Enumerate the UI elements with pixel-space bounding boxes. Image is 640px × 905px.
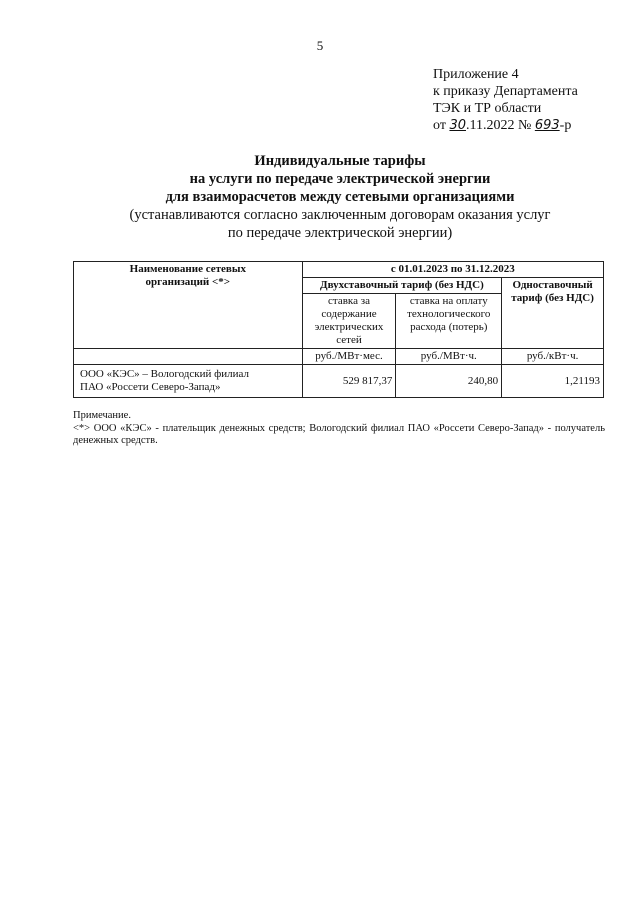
title-line-5: по передаче электрической энергии) (227, 225, 453, 241)
date-prefix: от (433, 118, 446, 133)
units-empty-cell (74, 349, 303, 365)
appendix-line-3: ТЭК и ТР области (433, 101, 542, 116)
table-units-row (74, 349, 604, 365)
maintenance-value: 529 817,37 (302, 365, 396, 398)
org-header-cell (74, 262, 303, 349)
table-row (74, 365, 604, 398)
unit-losses: руб./МВт·ч. (396, 349, 502, 365)
appendix-date-line (433, 117, 578, 134)
unit-maintenance: руб./МВт·мес. (302, 349, 396, 365)
appendix-line-1: Приложение 4 (433, 67, 519, 82)
notes-block (73, 410, 605, 448)
document-title (60, 152, 620, 242)
org-header: Наименование сетевых организаций <*> (129, 263, 246, 288)
one-rate-header: Одноставочный тариф (без НДС) (502, 278, 604, 349)
notes-text: <*> ООО «КЭС» - плательщик денежных средств; Вологодский филиал ПАО «Россети Северо-Запад» - получатель денежных средств. (73, 422, 605, 446)
rate-losses-header: ставка на оплату технологического расхода (потерь) (396, 294, 502, 349)
period-header: с 01.01.2023 по 31.12.2023 (302, 262, 603, 278)
title-line-3: для взаиморасчетов между сетевыми организациями (165, 189, 515, 205)
org-name: ООО «КЭС» – Вологодский филиал ПАО «Россети Северо-Запад» (80, 368, 249, 393)
title-line-4: (устанавливаются согласно заключенным договорам оказания услуг (129, 207, 551, 223)
handwritten-order-number: 693 (534, 118, 560, 133)
notes-heading: Примечание. (73, 410, 131, 421)
handwritten-day: 30 (449, 118, 466, 133)
appendix-line-2: к приказу Департамента (433, 84, 578, 99)
page-number: 5 (316, 38, 324, 53)
title-line-1: Индивидуальные тарифы (254, 153, 426, 169)
two-rate-header: Двухставочный тариф (без НДС) (302, 278, 502, 294)
unit-one-rate: руб./кВт·ч. (502, 349, 604, 365)
order-suffix: -р (559, 118, 572, 133)
title-line-2: на услуги по передаче электрической энергии (189, 171, 491, 187)
rate-maintenance-header: ставка за содержание электрических сетей (302, 294, 396, 349)
org-name-cell (74, 365, 303, 398)
tariff-table (73, 261, 604, 398)
table-header-row-1 (74, 262, 604, 278)
date-rest: .11.2022 № (465, 118, 532, 133)
one-rate-value: 1,21193 (502, 365, 604, 398)
losses-value: 240,80 (396, 365, 502, 398)
appendix-block (433, 66, 578, 134)
